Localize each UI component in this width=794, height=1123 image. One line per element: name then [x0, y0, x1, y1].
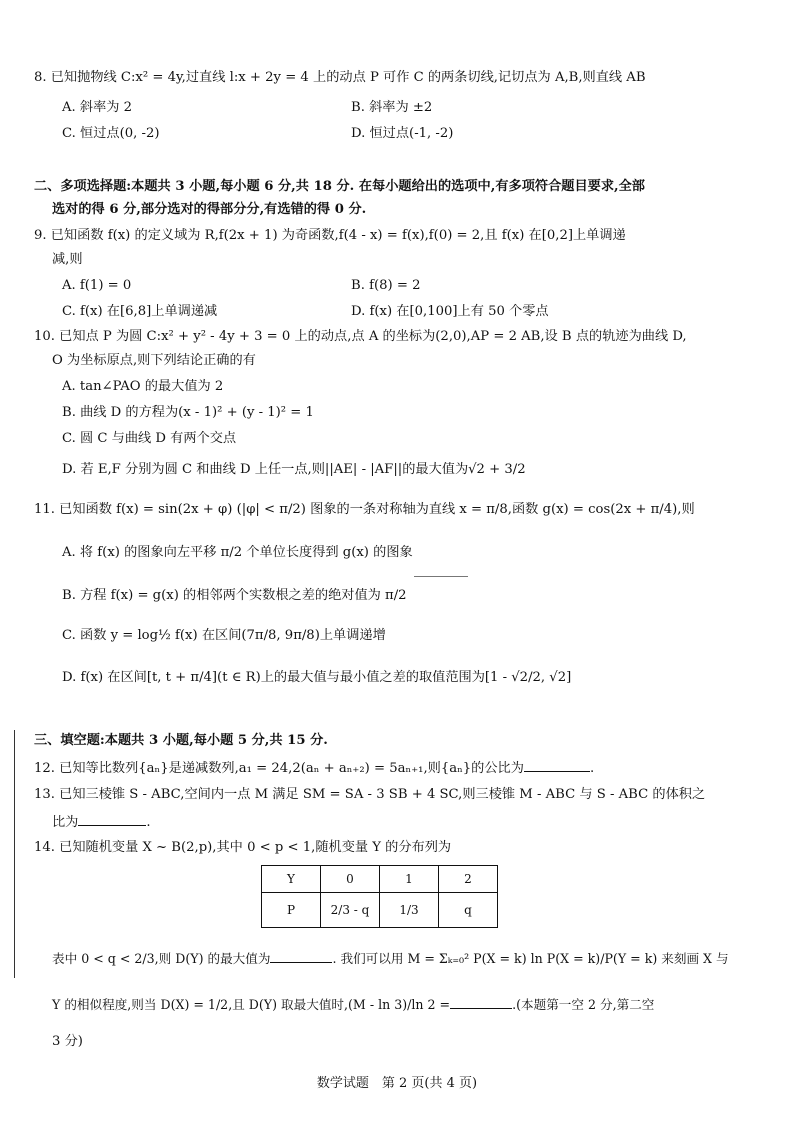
q14-line2-part2: .(本题第一空 2 分,第二空: [512, 997, 655, 1012]
q9-stem-line2: 减,则: [52, 252, 83, 267]
q14-line1: [52, 950, 729, 967]
q11-option-a: A. 将 f(x) 的图象向左平移 π/2 个单位长度得到 g(x) 的图象: [62, 545, 413, 560]
q12-answer-blank[interactable]: [524, 759, 590, 772]
q11-stem: 11. 已知函数 f(x) = sin(2x + φ) (|φ| < π/2) 图象的一条对称轴为直线 x = π/8,函数 g(x) = cos(2x + π/4),则: [34, 502, 695, 517]
q9-option-d: D. f(x) 在[0,100]上有 50 个零点: [351, 304, 549, 319]
table-cell: 0: [321, 866, 380, 893]
binding-margin-line: [14, 730, 15, 978]
q10-option-b: B. 曲线 D 的方程为(x - 1)² + (y - 1)² = 1: [62, 405, 314, 420]
q11-option-d: D. f(x) 在区间[t, t + π/4](t ∈ R)上的最大值与最小值之差的取值范围为[1 - √2/2, √2]: [62, 670, 572, 685]
table-cell: q: [439, 893, 498, 928]
q12-text: [34, 759, 594, 778]
q9-option-b: B. f(8) = 2: [351, 278, 421, 293]
q8-option-c: C. 恒过点(0, -2): [62, 126, 160, 141]
section2-heading-line1: 二、多项选择题:本题共 3 小题,每小题 6 分,共 18 分. 在每小题给出的选项中,有多项符合题目要求,全部: [34, 179, 645, 194]
q13-stem-line1: 13. 已知三棱锥 S - ABC,空间内一点 M 满足 SM = SA - 3 SB + 4 SC,则三棱锥 M - ABC 与 S - ABC 的体积之: [34, 787, 706, 802]
q8-stem: 8. 已知抛物线 C:x² = 4y,过直线 l:x + 2y = 4 上的动点 P 可作 C 的两条切线,记切点为 A,B,则直线 AB: [34, 70, 646, 85]
page-footer: 数学试题 第 2 页(共 4 页): [316, 1076, 478, 1091]
q8-option-d: D. 恒过点(-1, -2): [351, 126, 454, 141]
q10-option-d: D. 若 E,F 分别为圆 C 和曲线 D 上任一点,则||AE| - |AF||的最大值为√2 + 3/2: [62, 462, 526, 477]
q10-stem-line2: O 为坐标原点,则下列结论正确的有: [52, 353, 256, 368]
q8-option-b: B. 斜率为 ±2: [351, 100, 433, 115]
stray-mark: [414, 576, 468, 577]
q14-blank-1[interactable]: [270, 950, 332, 963]
q12-stem: 12. 已知等比数列{aₙ}是递减数列,a₁ = 24,2(aₙ + aₙ₊₂) = 5aₙ₊₁,则{aₙ}的公比为: [34, 761, 524, 776]
table-row: [262, 866, 498, 893]
table-cell: 1: [380, 866, 439, 893]
section3-heading: 三、填空题:本题共 3 小题,每小题 5 分,共 15 分.: [34, 733, 328, 748]
q13-stem-line2: 比为: [52, 815, 79, 830]
q9-stem-line1: 9. 已知函数 f(x) 的定义域为 R,f(2x + 1) 为奇函数,f(4 - x) = f(x),f(0) = 2,且 f(x) 在[0,2]上单调递: [34, 228, 626, 243]
q14-line3: 3 分): [52, 1034, 83, 1049]
q14-line2-part1: Y 的相似程度,则当 D(X) = 1/2,且 D(Y) 取最大值时,(M - ln 3)/ln 2 =: [52, 997, 451, 1012]
q14-blank-2[interactable]: [450, 996, 512, 1009]
table-cell: 2/3 - q: [321, 893, 380, 928]
q13-tail: .: [146, 815, 151, 830]
distribution-table: [261, 865, 498, 928]
table-cell: 2: [439, 866, 498, 893]
q12-tail: .: [589, 761, 595, 776]
q9-option-a: A. f(1) = 0: [62, 278, 132, 293]
table-row: [262, 893, 498, 928]
q10-option-a: A. tan∠PAO 的最大值为 2: [62, 379, 224, 394]
q10-stem-line1: 10. 已知点 P 为圆 C:x² + y² - 4y + 3 = 0 上的动点,点 A 的坐标为(2,0),AP = 2 AB,设 B 点的轨迹为曲线 D,: [34, 329, 687, 344]
table-cell: 1/3: [380, 893, 439, 928]
q9-option-c: C. f(x) 在[6,8]上单调递减: [62, 304, 218, 319]
q13-answer-blank[interactable]: [78, 813, 146, 826]
q13-line2: [52, 813, 151, 832]
table-cell: P: [262, 893, 321, 928]
q11-option-c: C. 函数 y = log½ f(x) 在区间(7π/8, 9π/8)上单调递增: [62, 628, 386, 643]
section2-heading-line2: 选对的得 6 分,部分选对的得部分分,有选错的得 0 分.: [52, 202, 367, 217]
q11-option-b: B. 方程 f(x) = g(x) 的相邻两个实数根之差的绝对值为 π/2: [62, 588, 407, 603]
q14-line1-part2: . 我们可以用 M = Σₖ₌₀² P(X = k) ln P(X = k)/P(Y = k) 来刻画 X 与: [332, 951, 729, 966]
table-cell: Y: [262, 866, 321, 893]
q8-option-a: A. 斜率为 2: [62, 100, 133, 115]
q14-stem: 14. 已知随机变量 X ~ B(2,p),其中 0 < p < 1,随机变量 Y 的分布列为: [34, 840, 452, 855]
q10-option-c: C. 圆 C 与曲线 D 有两个交点: [62, 431, 237, 446]
q14-line2: [52, 996, 654, 1013]
q14-line1-part1: 表中 0 < q < 2/3,则 D(Y) 的最大值为: [52, 951, 271, 966]
